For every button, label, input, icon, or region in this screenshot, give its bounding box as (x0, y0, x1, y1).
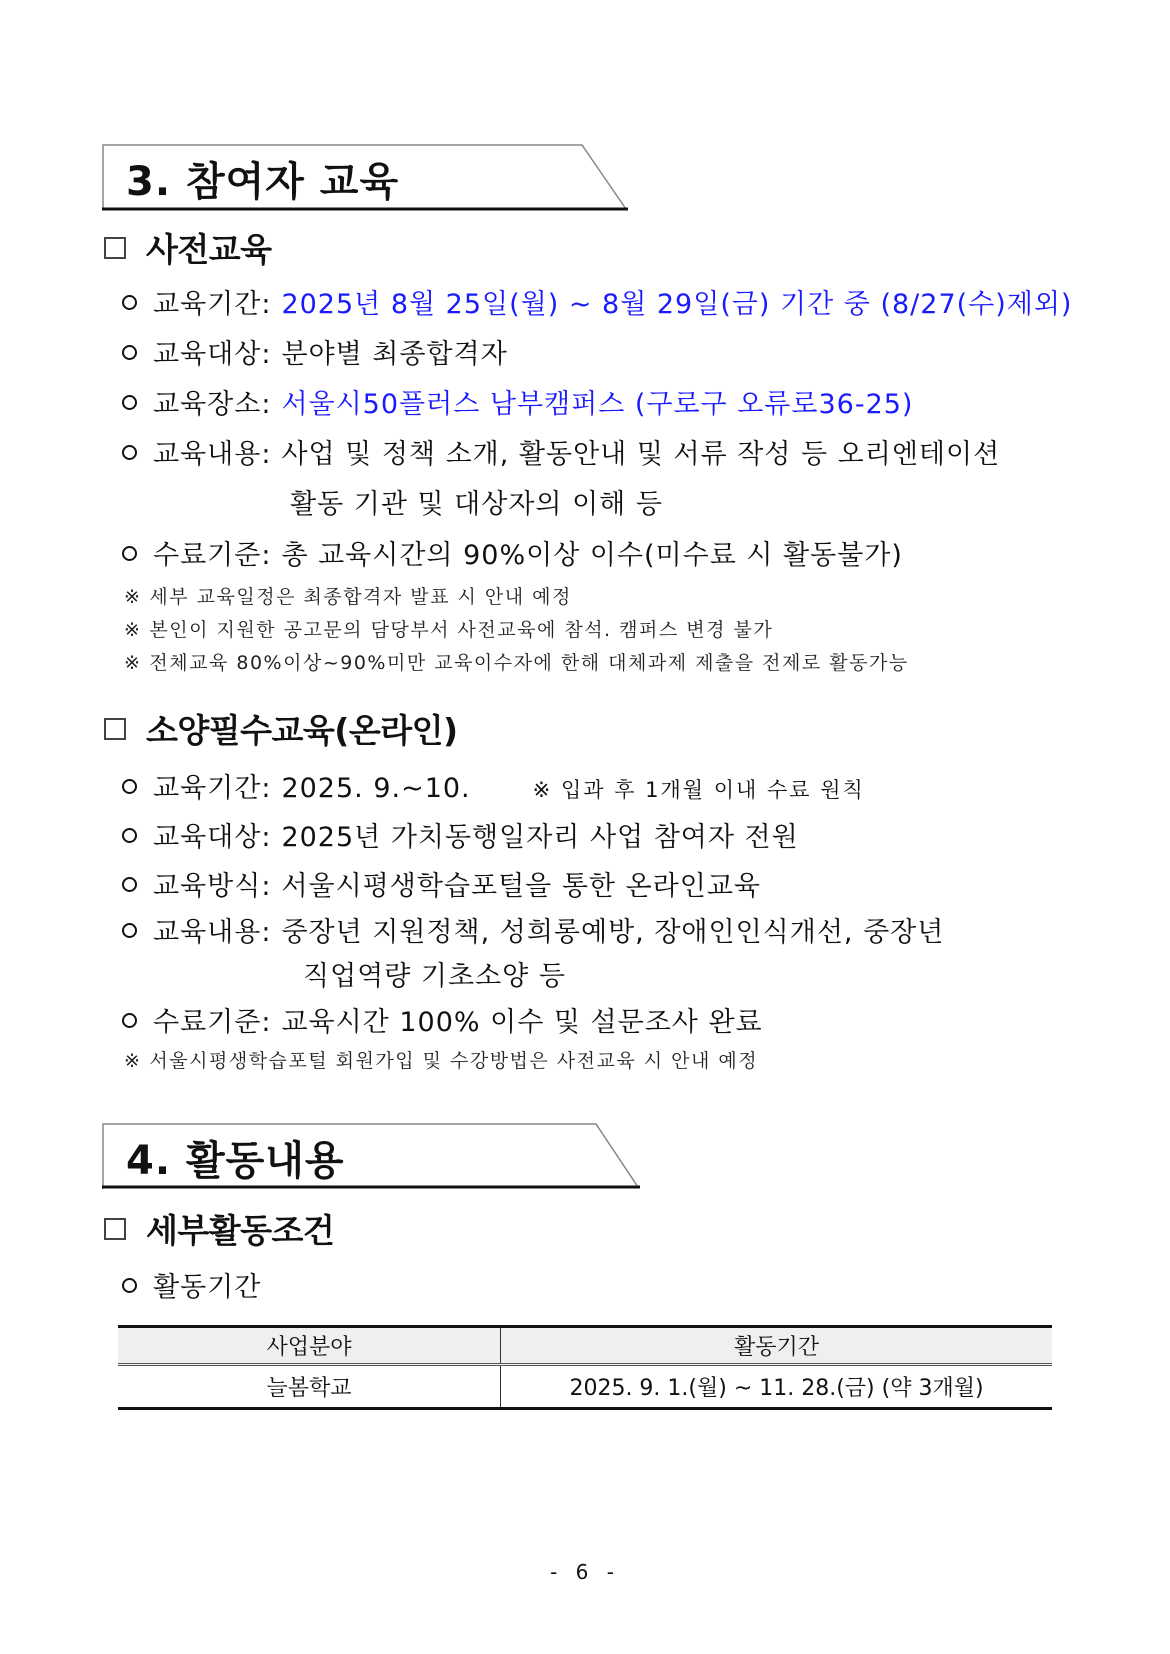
reference-mark-icon: ※ (124, 586, 142, 608)
pre-edu-location (122, 382, 913, 421)
item-value: 2025년 가치동행일자리 사업 참여자 전원 (281, 822, 799, 853)
online-edu-completion (122, 1000, 763, 1039)
cell-business-field: 늘봄학교 (118, 1365, 501, 1409)
circle-bullet-icon (122, 779, 137, 794)
note-text: 전체교육 80%이상~90%미만 교육이수자에 한해 대체과제 제출을 전제로 활동가능 (149, 652, 909, 674)
online-edu-target (122, 815, 799, 854)
circle-bullet-icon (122, 1013, 137, 1028)
pre-education-heading (104, 224, 272, 271)
circle-bullet-icon (122, 877, 137, 892)
heading-text: 세부활동조건 (146, 1211, 335, 1250)
item-value: 서울시50플러스 남부캠퍼스 (구로구 오류로36-25) (281, 389, 914, 420)
square-bullet-icon (104, 237, 126, 259)
circle-bullet-icon (122, 345, 137, 360)
circle-bullet-icon (122, 445, 137, 460)
table-row (118, 1365, 1052, 1409)
note-text: 본인이 지원한 공고문의 담당부서 사전교육에 참석. 캠퍼스 변경 불가 (149, 619, 774, 641)
item-label: 교육대상: (153, 339, 272, 370)
pre-edu-note-2 (124, 615, 773, 642)
online-edu-content (122, 910, 944, 949)
table-header-row (118, 1327, 1052, 1365)
online-edu-method (122, 864, 761, 903)
item-label: 교육내용: (153, 917, 272, 948)
section-4-title: 4. 활동내용 (126, 1138, 345, 1184)
header-business-field: 사업분야 (118, 1327, 501, 1365)
heading-text: 소양필수교육(온라인) (146, 711, 458, 750)
item-value: 2025년 8월 25일(월) ~ 8월 29일(금) 기간 중 (8/27(수)제외) (281, 289, 1073, 320)
circle-bullet-icon (122, 395, 137, 410)
note-text: 입과 후 1개월 이내 수료 원칙 (560, 778, 865, 802)
item-value: 중장년 지원정책, 성희롱예방, 장애인인식개선, 중장년 (281, 917, 945, 948)
item-label: 교육장소: (153, 389, 272, 420)
header-activity-period: 활동기간 (501, 1327, 1053, 1365)
item-label: 교육내용: (153, 439, 272, 470)
reference-mark-icon: ※ (532, 778, 553, 802)
section-3-title: 3. 참여자 교육 (126, 159, 400, 205)
section-4-header (102, 1123, 640, 1187)
cell-activity-period: 2025. 9. 1.(월) ~ 11. 28.(금) (약 3개월) (501, 1365, 1053, 1409)
note-text: 서울시평생학습포털 회원가입 및 수강방법은 사전교육 시 안내 예정 (149, 1050, 759, 1072)
note-text: 세부 교육일정은 최종합격자 발표 시 안내 예정 (149, 586, 572, 608)
item-value: 총 교육시간의 90%이상 이수(미수료 시 활동불가) (281, 540, 903, 571)
page-number: - 6 - (550, 1560, 620, 1584)
reference-mark-icon: ※ (124, 619, 142, 641)
item-label: 교육기간: (153, 773, 272, 804)
section-3-header (102, 144, 628, 208)
circle-bullet-icon (122, 828, 137, 843)
item-label: 교육대상: (153, 822, 272, 853)
item-label: 활동기간 (153, 1272, 262, 1303)
reference-mark-icon: ※ (124, 1050, 142, 1072)
circle-bullet-icon (122, 1278, 137, 1293)
activity-period-table (118, 1325, 1052, 1410)
item-value: 교육시간 100% 이수 및 설문조사 완료 (281, 1007, 763, 1038)
item-label: 교육방식: (153, 871, 272, 902)
pre-edu-content-continuation: 활동 기관 및 대상자의 이해 등 (290, 489, 663, 520)
pre-edu-completion (122, 533, 903, 572)
pre-edu-note-1 (124, 582, 572, 609)
item-value: 사업 및 정책 소개, 활동안내 및 서류 작성 등 오리엔테이션 (281, 439, 1001, 470)
online-edu-note-1 (124, 1046, 758, 1073)
reference-mark-icon: ※ (124, 652, 142, 674)
item-label: 수료기준: (153, 540, 272, 571)
item-value: 2025. 9.~10. (281, 773, 471, 804)
square-bullet-icon (104, 1218, 126, 1240)
square-bullet-icon (104, 718, 126, 740)
online-education-heading (104, 705, 458, 752)
inline-note (533, 774, 865, 804)
circle-bullet-icon (122, 295, 137, 310)
pre-edu-content (122, 432, 1000, 471)
pre-edu-period (122, 282, 1072, 321)
pre-edu-note-3 (124, 648, 909, 675)
pre-edu-target (122, 332, 508, 371)
item-value: 분야별 최종합격자 (281, 339, 508, 370)
conditions-heading (104, 1205, 334, 1252)
item-value: 서울시평생학습포털을 통한 온라인교육 (281, 871, 761, 902)
online-edu-period (122, 766, 865, 805)
circle-bullet-icon (122, 923, 137, 938)
online-edu-content-continuation: 직업역량 기초소양 등 (303, 961, 566, 992)
circle-bullet-icon (122, 546, 137, 561)
activity-period-item (122, 1265, 261, 1304)
item-label: 수료기준: (153, 1007, 272, 1038)
item-label: 교육기간: (153, 289, 272, 320)
heading-text: 사전교육 (146, 230, 272, 269)
